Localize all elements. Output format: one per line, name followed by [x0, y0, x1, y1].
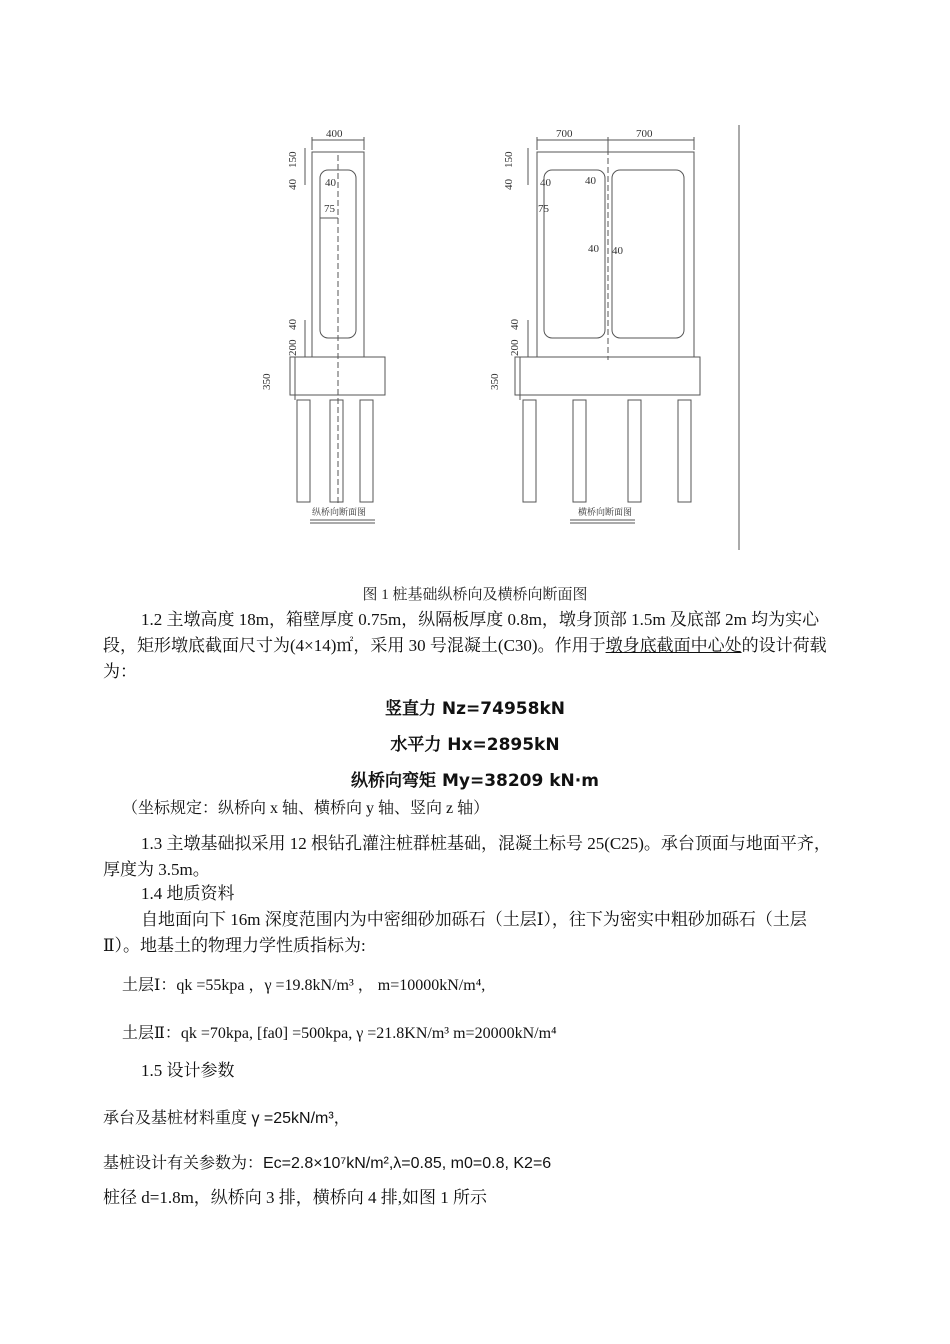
coordinate-note: （坐标规定：纵桥向 x 轴、横桥向 y 轴、竖向 z 轴） — [122, 800, 490, 817]
dim-40-web-r: 40 — [612, 245, 623, 257]
pile-parameters: 基桩设计有关参数为：Ec=2.8×10⁷kN/m²,λ=0.85, m0=0.8, K2=6 — [103, 1155, 552, 1172]
dim-400: 400 — [326, 128, 343, 140]
material-density: 承台及基桩材料重度 γ =25kN/m³， — [103, 1110, 350, 1127]
p12-text-b: 的设计荷载为： — [103, 636, 827, 681]
dim-40-top-r: 40 — [503, 179, 515, 190]
load-horizontal: 水平力 Hx=2895kN — [390, 735, 560, 755]
dim-40-web-l: 40 — [588, 243, 599, 255]
pile-layout: 桩径 d=1.8m，纵桥向 3 排，横桥向 4 排,如图 1 所示 — [103, 1188, 488, 1207]
dim-350-r: 350 — [489, 373, 501, 390]
dim-700-right: 700 — [636, 128, 653, 140]
paragraph-1-2 — [103, 607, 838, 685]
longitudinal-section — [261, 128, 385, 523]
dim-40-left-r: 40 — [540, 177, 551, 189]
geology-paragraph: 自地面向下 16m 深度范围内为中密细砂加砾石（土层Ⅰ），往下为密实中粗砂加砾石（土层Ⅱ）。地基土的物理力学性质指标为: — [103, 910, 807, 955]
dim-40-mid-r: 40 — [585, 175, 596, 187]
longitudinal-title: 纵桥向断面图 — [312, 508, 367, 518]
dim-40-inner: 40 — [325, 177, 336, 189]
dim-200: 200 — [287, 339, 299, 356]
load-moment: 纵桥向弯矩 My=38209 kN·m — [351, 771, 599, 791]
dim-40-top: 40 — [287, 179, 299, 190]
load-vertical: 竖直力 Nz=74958kN — [385, 699, 565, 719]
dim-150-r: 150 — [503, 151, 515, 168]
p12-underlined: 墩身底截面中心处 — [605, 636, 742, 655]
figure-caption: 图 1 桩基础纵桥向及横桥向断面图 — [362, 587, 588, 603]
soil-layer-1: 土层Ⅰ：qk =55kpa ，γ =19.8kN/m³ ， m=10000kN/m⁴, — [122, 977, 486, 994]
paragraph-1-5: 1.5 设计参数 — [141, 1061, 235, 1080]
soil-layer-2: 土层Ⅱ：qk =70kpa, [fa0] =500kpa, γ =21.8KN/m³ m=20000kN/m⁴ — [122, 1025, 557, 1042]
paragraph-1-3: 1.3 主墩基础拟采用 12 根钻孔灌注桩群桩基础，混凝土标号 25(C25)。承台顶面与地面平齐，厚度为 3.5m。 — [103, 834, 831, 879]
dim-150: 150 — [287, 151, 299, 168]
dim-700-left: 700 — [556, 128, 573, 140]
dim-350: 350 — [261, 373, 273, 390]
p12-text-a: 1.2 主墩高度 18m，箱壁厚度 0.75m，纵隔板厚度 0.8m，墩身顶部 1.5m 及底部 2m 均为实心段，矩形墩底截面尺寸为(4×14)㎡，采用 30 号混凝土(C30)。作用于 — [103, 610, 820, 655]
transverse-section — [489, 125, 739, 550]
dim-40-bottom: 40 — [287, 319, 299, 330]
cross-section-figure — [250, 120, 750, 560]
paragraph-1-4: 1.4 地质资料 — [141, 884, 235, 903]
dim-200-r: 200 — [509, 339, 521, 356]
dim-75-r: 75 — [538, 203, 549, 215]
transverse-title: 横桥向断面图 — [578, 508, 633, 518]
dim-40-bottom-r: 40 — [509, 319, 521, 330]
dim-75: 75 — [324, 203, 335, 215]
